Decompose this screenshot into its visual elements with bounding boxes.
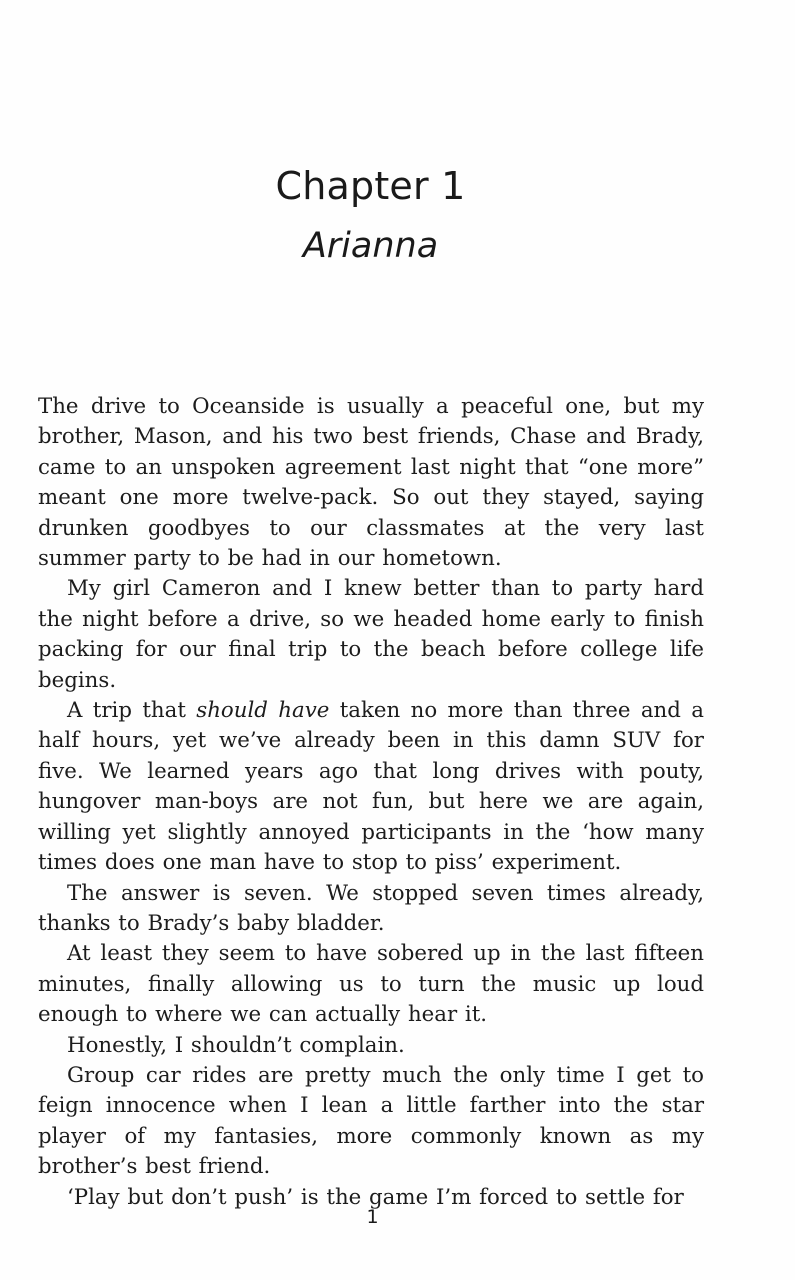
emphasized-text: should have: [196, 698, 330, 724]
paragraph-text: taken no more than three and a half hours, yet we’ve already been in this damn SUV for five. We learned years ago that long drives with pouty, hungover man-boys are not fun, but here we are again, willing yet slightly annoyed participants in the ‘how many times does one man have to stop to piss’ experiment.: [38, 698, 704, 876]
chapter-subtitle: Arianna: [302, 226, 439, 266]
paragraph: [38, 696, 704, 878]
paragraph-text: A trip that: [67, 698, 197, 724]
paragraph: Honestly, I shouldn’t complain.: [67, 1032, 405, 1058]
paragraph: At least they seem to have sobered up in the last fifteen minutes, finally allowing us to turn the music up loud enough to where we can actually hear it.: [38, 941, 704, 1028]
paragraph: ‘Play but don’t push’ is the game I’m forced to settle for: [67, 1184, 684, 1210]
paragraph: Group car rides are pretty much the only time I get to feign innocence when I lean a little farther into the star player of my fantasies, more commonly known as my brother’s best friend.: [38, 1062, 704, 1180]
chapter-body: [38, 392, 704, 1213]
paragraph: My girl Cameron and I knew better than to party hard the night before a drive, so we headed home early to finish packing for our final trip to the beach before college life begins.: [38, 576, 704, 693]
paragraph: The answer is seven. We stopped seven times already, thanks to Brady’s baby bladder.: [38, 880, 704, 936]
page-number: 1: [366, 1206, 379, 1228]
paragraph: The drive to Oceanside is usually a peaceful one, but my brother, Mason, and his two best friends, Chase and Brady, came to an unspoken agreement last night that “one more” meant one more twelve-pack. So out they stayed, saying drunken goodbyes to our classmates at the very last summer party to be had in our hometown.: [38, 394, 704, 572]
chapter-title: Chapter 1: [275, 164, 466, 208]
